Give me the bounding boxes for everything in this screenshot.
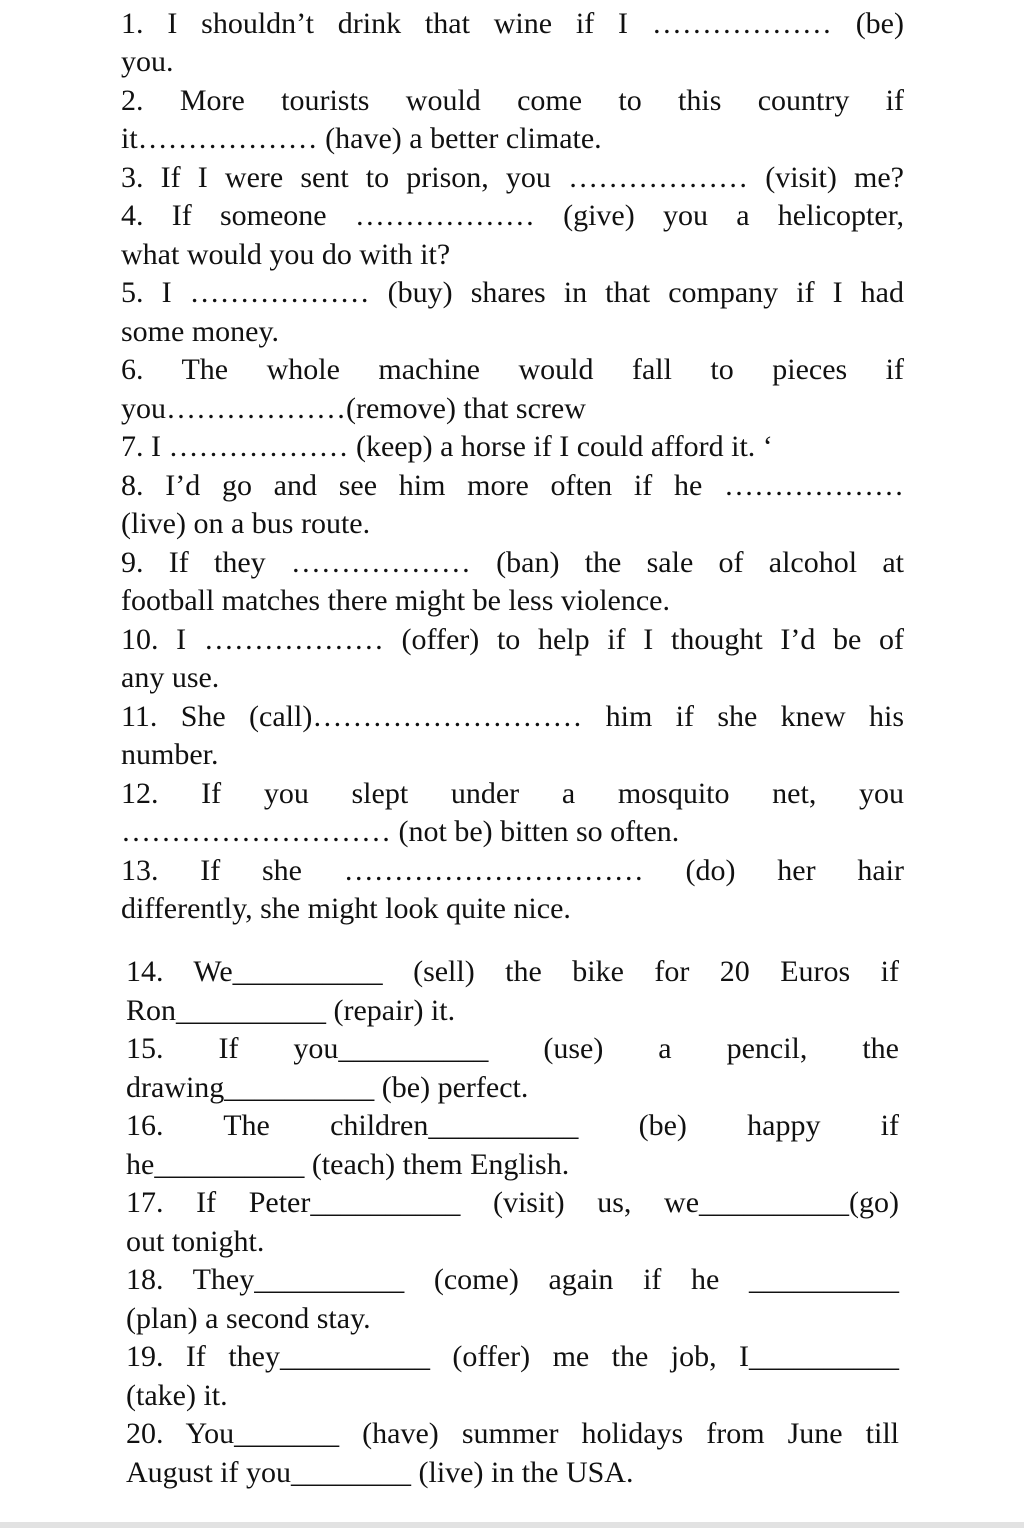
exercise-line-6: 4. If someone ……………… (give) you a helicopter,	[121, 199, 904, 232]
exercise-line-27: 15. If you__________ (use) a pencil, the	[126, 1032, 899, 1065]
exercise-line-16: football matches there might be less violence.	[121, 584, 670, 617]
exercise-line-15: 9. If they ……………… (ban) the sale of alcohol at	[121, 546, 904, 579]
exercise-line-32: out tonight.	[126, 1225, 265, 1258]
exercise-line-17: 10. I ……………… (offer) to help if I thought I’d be of	[121, 623, 904, 656]
exercise-line-31: 17. If Peter__________ (visit) us, we__________(go)	[126, 1186, 899, 1219]
exercise-line-13: 8. I’d go and see him more often if he ………………	[121, 469, 904, 502]
exercise-line-23: 13. If she ………………………… (do) her hair	[121, 854, 904, 887]
exercise-line-19: 11. She (call)……………………… him if she knew his	[121, 700, 904, 733]
exercise-line-11: you………………(remove) that screw	[121, 392, 586, 425]
exercise-line-38: August if you________ (live) in the USA.	[126, 1456, 634, 1489]
exercise-line-24: differently, she might look quite nice.	[121, 892, 571, 925]
exercise-line-7: what would you do with it?	[121, 238, 451, 271]
exercise-line-34: (plan) a second stay.	[126, 1302, 371, 1335]
exercise-line-10: 6. The whole machine would fall to pieces if	[121, 353, 904, 386]
exercise-line-2: you.	[121, 45, 174, 78]
bottom-divider	[0, 1522, 1024, 1528]
exercise-line-21: 12. If you slept under a mosquito net, you	[121, 777, 904, 810]
exercise-line-35: 19. If they__________ (offer) me the job, I__________	[126, 1340, 899, 1373]
exercise-line-8: 5. I ……………… (buy) shares in that company if I had	[121, 276, 904, 309]
exercise-line-30: he__________ (teach) them English.	[126, 1148, 570, 1181]
exercise-line-14: (live) on a bus route.	[121, 507, 371, 540]
exercise-line-36: (take) it.	[126, 1379, 228, 1412]
exercise-line-28: drawing__________ (be) perfect.	[126, 1071, 529, 1104]
exercise-line-25: 14. We__________ (sell) the bike for 20 Euros if	[126, 955, 899, 988]
exercise-line-22: ……………………… (not be) bitten so often.	[121, 815, 680, 848]
exercise-line-4: it……………… (have) a better climate.	[121, 122, 602, 155]
exercise-line-20: number.	[121, 738, 219, 771]
exercise-line-9: some money.	[121, 315, 280, 348]
exercise-line-37: 20. You_______ (have) summer holidays from June till	[126, 1417, 899, 1450]
exercise-line-18: any use.	[121, 661, 220, 694]
exercise-line-29: 16. The children__________ (be) happy if	[126, 1109, 899, 1142]
exercise-line-12: 7. I ……………… (keep) a horse if I could afford it. ‘	[121, 430, 773, 463]
exercise-line-33: 18. They__________ (come) again if he __________	[126, 1263, 899, 1296]
exercise-line-1: 1. I shouldn’t drink that wine if I ……………… (be)	[121, 7, 904, 40]
exercise-line-5: 3. If I were sent to prison, you ……………… (visit) me?	[121, 161, 904, 194]
exercise-line-3: 2. More tourists would come to this country if	[121, 84, 904, 117]
exercise-line-26: Ron__________ (repair) it.	[126, 994, 456, 1027]
